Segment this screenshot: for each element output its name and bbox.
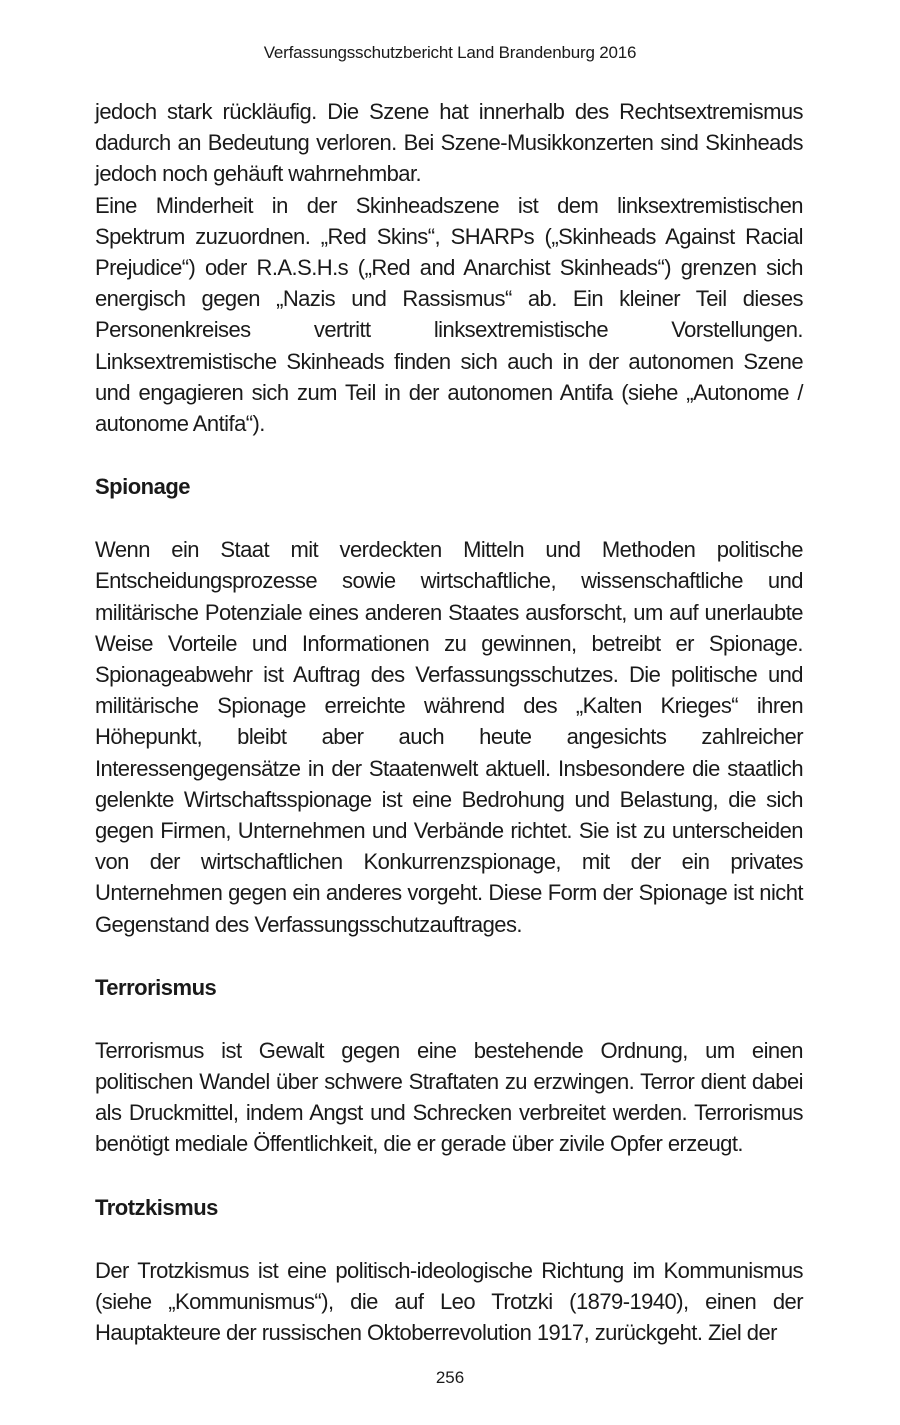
section-body-spionage: Wenn ein Staat mit verdeckten Mitteln und Methoden politische Entscheidungsprozesse sowie wirtschaftliche, wissenschaftliche und militärische Potenziale eines anderen Staates ausforscht, um auf unerlaubte Weise Vorteile und Informationen zu gewinnen, betreibt er Spionage. Spionageabwehr ist Auftrag des Verfassungsschutzes. Die politische und militärische Spionage erreichte während des „Kalten Krieges“ ihren Höhepunkt, bleibt aber auch heute angesichts zahlreicher Interessengegensätze in der Staatenwelt aktuell. Insbesondere die staatlich gelenkte Wirtschaftsspionage ist eine Bedrohung und Belastung, die sich gegen Firmen, Unternehmen und Verbände richtet. Sie ist zu unterscheiden von der wirtschaftlichen Konkurrenzspionage, mit der ein privates Unternehmen gegen ein anderes vorgeht. Diese Form der Spionage ist nicht Gegenstand des Verfassungsschutzauftrages.: [95, 537, 803, 937]
page-number: 256: [435, 1368, 465, 1387]
section-spacer: [95, 1003, 803, 1035]
section-spacer: [95, 1223, 803, 1255]
page-body: [95, 96, 803, 1348]
running-header: Verfassungsschutzbericht Land Brandenburg 2016: [263, 43, 637, 62]
intro-paragraph-2: Eine Minderheit in der Skinheadszene ist dem linksextremistischen Spektrum zuzuordnen. „Red Skins“, SHARPs („Skinheads Against Racial Prejudice“) oder R.A.S.H.s („Red and Anarchist Skinheads“) grenzen sich energisch gegen „Nazis und Rassismus“ ab. Ein kleiner Teil dieses Personenkreises vertritt linksextremistische Vorstellungen. Linksextremistische Skinheads finden sich auch in der autonomen Szene und engagieren sich zum Teil in der autonomen Antifa (siehe „Autonome / autonome Antifa“).: [95, 192, 803, 437]
section-spacer: [95, 439, 803, 471]
section-heading-terrorismus: Terrorismus: [95, 974, 217, 1000]
section-body-trotzkismus: Der Trotzkismus ist eine politisch-ideologische Richtung im Kommunismus (siehe „Kommunismus“), die auf Leo Trotzki (1879-1940), einen der Hauptakteure der russischen Oktoberrevolution 1917, zurückgeht. Ziel der: [95, 1257, 803, 1346]
section-spacer: [95, 502, 803, 534]
section-body-terrorismus: Terrorismus ist Gewalt gegen eine bestehende Ordnung, um einen politischen Wandel über schwere Straftaten zu erzwingen. Terror dient dabei als Druckmittel, indem Angst und Schrecken verbreitet werden. Terrorismus benötigt mediale Öffentlichkeit, die er gerade über zivile Opfer erzeugt.: [95, 1037, 803, 1157]
section-heading-trotzkismus: Trotzkismus: [95, 1194, 218, 1220]
section-spacer: [95, 940, 803, 972]
section-spacer: [95, 1160, 803, 1192]
intro-paragraph-1: jedoch stark rückläufig. Die Szene hat innerhalb des Rechtsextremismus dadurch an Bedeutung verloren. Bei Szene-Musikkonzerten sind Skinheads jedoch noch gehäuft wahrnehmbar.: [95, 99, 803, 187]
section-heading-spionage: Spionage: [95, 474, 191, 500]
